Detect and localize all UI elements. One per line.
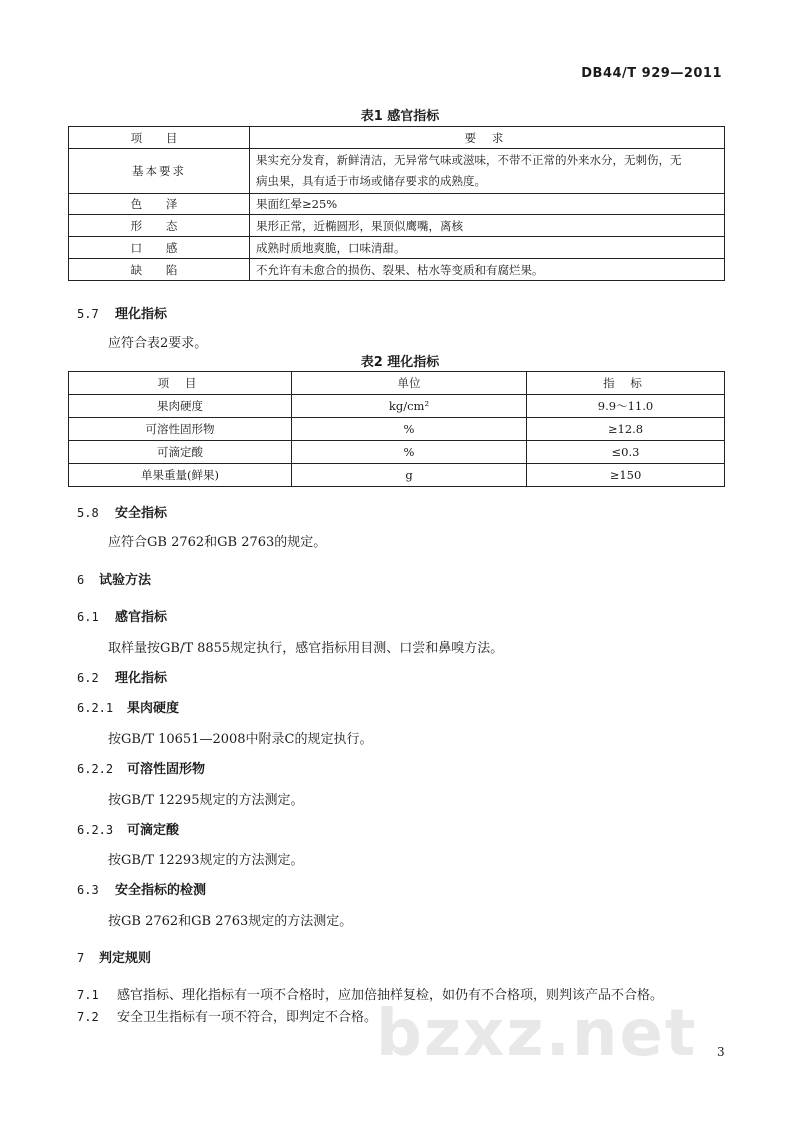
table-row [69, 441, 725, 464]
table-header-cell: 项 目 [69, 372, 292, 395]
table-cell-line: 果实充分发育，新鲜清洁，无异常气味或滋味，不带不正常的外来水分，无刺伤，无 [256, 153, 682, 167]
paragraph: 应符合表2要求。 [108, 336, 208, 351]
section-title: 果肉硬度 [127, 701, 180, 716]
section-heading [77, 758, 205, 777]
section-heading [77, 502, 167, 521]
table-header-cell: 要 求 [250, 127, 725, 149]
section-number: 6.1 [77, 610, 99, 624]
section-heading [77, 819, 179, 838]
section-heading [77, 303, 167, 322]
clause-number: 7.2 [77, 1010, 99, 1024]
section-title: 可滴定酸 [127, 823, 180, 838]
table-cell: g [292, 464, 527, 487]
page-number: 3 [717, 1045, 725, 1059]
clause-text: 安全卫生指标有一项不符合，即判定不合格。 [117, 1010, 378, 1025]
table-cell: 成熟时质地爽脆，口味清甜。 [250, 237, 725, 259]
watermark: bzxz.net [376, 997, 698, 1071]
section-number: 6.2.3 [77, 823, 114, 837]
table-cell [250, 149, 725, 194]
table-header-row [69, 127, 725, 149]
paragraph: 按GB 2762和GB 2763规定的方法测定。 [108, 914, 353, 929]
paragraph: 按GB/T 10651—2008中附录C的规定执行。 [108, 732, 373, 747]
table-cell: 不允许有未愈合的损伤、裂果、枯水等变质和有腐烂果。 [250, 259, 725, 281]
section-title: 理化指标 [115, 671, 168, 686]
paragraph: 应符合GB 2762和GB 2763的规定。 [108, 535, 327, 550]
table-cell: ≤0.3 [527, 441, 725, 464]
table-cell: 果形正常，近椭圆形，果顶似鹰嘴，离核 [250, 215, 725, 237]
section-title: 试验方法 [99, 573, 152, 588]
table-row [69, 259, 725, 281]
section-title: 可溶性固形物 [127, 762, 206, 777]
section-number: 6.2 [77, 671, 99, 685]
table-row [69, 194, 725, 215]
section-number: 6.2.1 [77, 701, 114, 715]
section-number: 6 [77, 573, 85, 587]
table-cell: 果面红晕≥25% [250, 194, 725, 215]
table1-caption: 表1 感官指标 [360, 109, 440, 124]
table-cell-line: 病虫果，具有适于市场或储存要求的成熟度。 [256, 174, 486, 188]
table-cell: 可溶性固形物 [69, 418, 292, 441]
table-cell: 口 感 [69, 237, 250, 259]
section-number: 7 [77, 951, 85, 965]
section-title: 判定规则 [99, 951, 152, 966]
table-cell: 缺 陷 [69, 259, 250, 281]
table-header-cell: 指 标 [527, 372, 725, 395]
table-row [69, 418, 725, 441]
table-row [69, 237, 725, 259]
section-number: 6.3 [77, 883, 99, 897]
table-cell: 形 态 [69, 215, 250, 237]
section-title: 理化指标 [115, 307, 168, 322]
section-heading [77, 697, 179, 716]
paragraph: 取样量按GB/T 8855规定执行，感官指标用目测、口尝和鼻嗅方法。 [108, 641, 504, 656]
table-cell: kg/cm² [292, 395, 527, 418]
table-row [69, 215, 725, 237]
physicochemical-table [68, 371, 725, 487]
clause-number: 7.1 [77, 988, 99, 1002]
sensory-table [68, 126, 725, 281]
table-cell: 单果重量(鲜果) [69, 464, 292, 487]
table-row [69, 149, 725, 194]
table-cell: % [292, 418, 527, 441]
table-cell: % [292, 441, 527, 464]
table-cell: 色 泽 [69, 194, 250, 215]
table-cell: ≥12.8 [527, 418, 725, 441]
section-number: 5.8 [77, 506, 99, 520]
section-heading [77, 569, 151, 588]
table-header-cell: 单位 [292, 372, 527, 395]
section-number: 5.7 [77, 307, 99, 321]
table-cell: 基本要求 [69, 149, 250, 194]
section-heading [77, 606, 167, 625]
table2-caption: 表2 理化指标 [360, 355, 440, 370]
section-title: 安全指标 [115, 506, 168, 521]
section-title: 感官指标 [115, 610, 168, 625]
section-heading [77, 667, 167, 686]
table-row [69, 464, 725, 487]
table-cell: 果肉硬度 [69, 395, 292, 418]
section-heading [77, 879, 206, 898]
table-cell: 可滴定酸 [69, 441, 292, 464]
document-code: DB44/T 929—2011 [581, 66, 722, 81]
paragraph: 按GB/T 12295规定的方法测定。 [108, 793, 304, 808]
table-cell: ≥150 [527, 464, 725, 487]
clause-text: 感官指标、理化指标有一项不合格时，应加倍抽样复检，如仍有不合格项，则判该产品不合格。 [117, 988, 664, 1003]
table-header-row [69, 372, 725, 395]
table-header-cell: 项 目 [69, 127, 250, 149]
section-title: 安全指标的检测 [115, 883, 207, 898]
paragraph: 按GB/T 12293规定的方法测定。 [108, 853, 304, 868]
table-cell: 9.9～11.0 [527, 395, 725, 418]
section-number: 6.2.2 [77, 762, 114, 776]
numbered-clause [77, 1006, 377, 1025]
table-row [69, 395, 725, 418]
section-heading [77, 947, 151, 966]
